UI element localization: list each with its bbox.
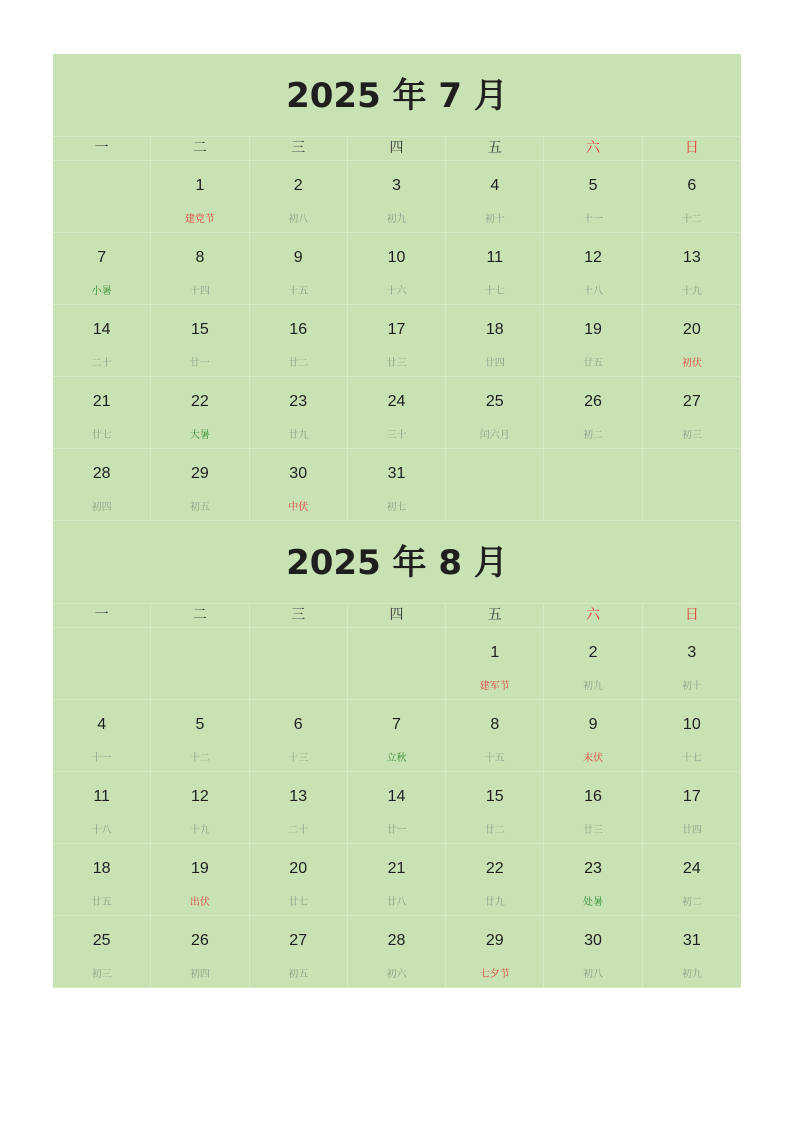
day-number: 21 [387, 860, 406, 877]
day-number: 5 [588, 177, 598, 194]
lunar-date: 初二 [681, 897, 702, 908]
day-cell [53, 377, 151, 449]
day-cell [151, 700, 249, 772]
lunar-date: 三十 [386, 430, 407, 441]
day-cell [544, 844, 642, 916]
day-cell [151, 377, 249, 449]
lunar-date: 初十 [484, 214, 505, 225]
lunar-date: 十七 [484, 286, 505, 297]
day-cell [348, 233, 446, 305]
day-number: 15 [485, 788, 504, 805]
day-number: 12 [584, 249, 602, 266]
festival-label: 末伏 [583, 753, 604, 764]
lunar-date: 初七 [386, 502, 407, 513]
weekday-mon: 一 [53, 137, 151, 160]
lunar-date: 初九 [583, 681, 604, 692]
day-cell [446, 161, 544, 233]
day-number: 18 [92, 860, 111, 877]
lunar-date: 十四 [189, 286, 210, 297]
day-number: 19 [191, 860, 209, 877]
lunar-date: 初九 [386, 214, 407, 225]
lunar-date: 初十 [681, 681, 702, 692]
day-cell [151, 161, 249, 233]
week-row [53, 772, 741, 844]
month-title: 2025 年 8 月 [53, 521, 741, 604]
lunar-date: 初二 [583, 430, 604, 441]
month-title: 2025 年 7 月 [53, 54, 741, 137]
day-cell [643, 305, 741, 377]
day-cell [151, 449, 249, 521]
weekday-wed: 三 [250, 604, 348, 627]
weekday-header [53, 604, 741, 628]
day-cell [446, 628, 544, 700]
week-row [53, 305, 741, 377]
day-cell [643, 233, 741, 305]
day-number: 12 [191, 788, 209, 805]
day-number: 28 [92, 465, 111, 482]
weekday-sat: 六 [544, 604, 642, 627]
day-cell [643, 844, 741, 916]
day-number: 22 [485, 860, 504, 877]
day-number: 6 [293, 716, 303, 733]
day-cell [544, 628, 642, 700]
day-cell [151, 305, 249, 377]
day-number: 4 [97, 716, 107, 733]
weekday-wed: 三 [250, 137, 348, 160]
lunar-date: 十九 [189, 825, 210, 836]
day-cell [348, 844, 446, 916]
day-cell [544, 305, 642, 377]
day-number: 2 [588, 644, 598, 661]
weekday-sun: 日 [684, 607, 699, 623]
day-cell [348, 161, 446, 233]
week-row [53, 844, 741, 916]
day-number: 7 [97, 249, 107, 266]
day-cell [151, 844, 249, 916]
day-number: 2 [293, 177, 303, 194]
day-number: 21 [92, 393, 111, 410]
day-number: 30 [289, 465, 308, 482]
lunar-date: 十八 [91, 825, 112, 836]
lunar-date: 廿一 [386, 825, 407, 836]
day-number: 30 [584, 932, 602, 949]
month-july [53, 54, 741, 521]
lunar-date: 初六 [386, 969, 407, 980]
day-cell [348, 305, 446, 377]
empty-cell [151, 628, 249, 700]
day-number: 11 [486, 249, 504, 266]
day-cell [151, 233, 249, 305]
lunar-date: 十五 [288, 286, 309, 297]
day-cell [250, 700, 348, 772]
day-cell [643, 628, 741, 700]
weekday-thu: 四 [348, 137, 446, 160]
lunar-date: 廿一 [189, 358, 210, 369]
lunar-date: 廿五 [583, 358, 604, 369]
lunar-date: 廿三 [583, 825, 604, 836]
day-number: 1 [490, 644, 500, 661]
day-number: 23 [584, 860, 602, 877]
day-cell [348, 377, 446, 449]
day-cell [544, 916, 642, 988]
day-cell [53, 700, 151, 772]
day-cell [53, 233, 151, 305]
day-cell [643, 377, 741, 449]
empty-cell [250, 628, 348, 700]
week-row [53, 161, 741, 233]
festival-label: 中伏 [288, 502, 309, 513]
lunar-date: 十八 [583, 286, 604, 297]
festival-label: 建党节 [184, 214, 215, 225]
day-number: 3 [687, 644, 697, 661]
day-number: 24 [682, 860, 701, 877]
solar-term-label: 大暑 [189, 430, 210, 441]
day-number: 4 [490, 177, 500, 194]
day-number: 8 [490, 716, 500, 733]
month-grid [53, 161, 741, 521]
day-number: 27 [289, 932, 308, 949]
day-number: 6 [687, 177, 697, 194]
day-number: 29 [485, 932, 504, 949]
week-row [53, 916, 741, 988]
day-cell [446, 772, 544, 844]
day-cell [250, 233, 348, 305]
day-number: 17 [387, 321, 406, 338]
week-row [53, 628, 741, 700]
day-number: 10 [387, 249, 406, 266]
lunar-date: 廿二 [484, 825, 505, 836]
day-cell [53, 449, 151, 521]
day-cell [53, 916, 151, 988]
lunar-date: 廿九 [484, 897, 505, 908]
day-cell [544, 161, 642, 233]
day-cell [151, 916, 249, 988]
lunar-date: 初八 [583, 969, 604, 980]
day-number: 18 [485, 321, 504, 338]
day-number: 13 [289, 788, 308, 805]
lunar-date: 初九 [681, 969, 702, 980]
day-number: 22 [191, 393, 209, 410]
day-cell [348, 916, 446, 988]
empty-cell [53, 628, 151, 700]
festival-label: 建军节 [479, 681, 510, 692]
lunar-date: 初四 [91, 502, 112, 513]
day-cell [446, 233, 544, 305]
day-number: 15 [191, 321, 209, 338]
day-number: 14 [387, 788, 406, 805]
day-cell [544, 700, 642, 772]
empty-cell [544, 449, 642, 521]
day-cell [348, 700, 446, 772]
day-number: 10 [682, 716, 701, 733]
day-cell [250, 916, 348, 988]
day-number: 8 [195, 249, 205, 266]
weekday-thu: 四 [348, 604, 446, 627]
solar-term-label: 小暑 [91, 286, 112, 297]
festival-label: 初伏 [681, 358, 702, 369]
day-cell [446, 377, 544, 449]
lunar-date: 二十 [288, 825, 309, 836]
lunar-date: 十九 [681, 286, 702, 297]
week-row [53, 377, 741, 449]
empty-cell [53, 161, 151, 233]
weekday-mon: 一 [53, 604, 151, 627]
day-cell [250, 305, 348, 377]
day-cell [250, 377, 348, 449]
empty-cell [643, 449, 741, 521]
lunar-date: 廿七 [288, 897, 309, 908]
day-cell [446, 844, 544, 916]
day-number: 1 [195, 177, 205, 194]
lunar-date: 闰六月 [479, 430, 510, 441]
day-cell [446, 700, 544, 772]
day-cell [643, 700, 741, 772]
day-number: 5 [195, 716, 205, 733]
lunar-date: 十七 [681, 753, 702, 764]
day-number: 9 [588, 716, 598, 733]
month-august [53, 521, 741, 988]
day-cell [544, 233, 642, 305]
lunar-date: 十一 [91, 753, 112, 764]
day-cell [151, 772, 249, 844]
day-number: 3 [392, 177, 401, 194]
lunar-date: 初五 [189, 502, 210, 513]
day-number: 13 [682, 249, 701, 266]
day-number: 23 [289, 393, 308, 410]
day-number: 25 [92, 932, 111, 949]
day-cell [250, 449, 348, 521]
lunar-date: 廿四 [681, 825, 702, 836]
day-number: 16 [584, 788, 602, 805]
day-number: 29 [191, 465, 209, 482]
day-cell [643, 916, 741, 988]
day-cell [643, 161, 741, 233]
empty-cell [446, 449, 544, 521]
month-grid [53, 628, 741, 988]
lunar-date: 廿五 [91, 897, 112, 908]
day-cell [53, 305, 151, 377]
day-number: 31 [682, 932, 701, 949]
day-number: 25 [485, 393, 504, 410]
day-cell [446, 916, 544, 988]
lunar-date: 初八 [288, 214, 309, 225]
lunar-date: 廿三 [386, 358, 407, 369]
solar-term-label: 处暑 [583, 897, 604, 908]
festival-label: 出伏 [189, 897, 210, 908]
lunar-date: 十六 [386, 286, 407, 297]
day-cell [53, 772, 151, 844]
day-cell [250, 161, 348, 233]
day-cell [53, 844, 151, 916]
day-number: 9 [293, 249, 303, 266]
lunar-date: 廿四 [484, 358, 505, 369]
lunar-date: 初三 [681, 430, 702, 441]
festival-label: 七夕节 [479, 969, 510, 980]
lunar-date: 廿二 [288, 358, 309, 369]
lunar-date: 廿九 [288, 430, 309, 441]
weekday-header [53, 137, 741, 161]
lunar-date: 十五 [484, 753, 505, 764]
weekday-fri: 五 [446, 137, 544, 160]
day-number: 7 [392, 716, 401, 733]
day-number: 24 [387, 393, 406, 410]
day-number: 28 [387, 932, 406, 949]
lunar-date: 十三 [288, 753, 309, 764]
solar-term-label: 立秋 [386, 753, 407, 764]
day-number: 19 [584, 321, 602, 338]
day-cell [348, 449, 446, 521]
lunar-date: 初五 [288, 969, 309, 980]
lunar-date: 廿七 [91, 430, 112, 441]
calendar-page [53, 54, 741, 988]
day-number: 26 [191, 932, 209, 949]
lunar-date: 十二 [681, 214, 702, 225]
day-number: 20 [682, 321, 701, 338]
day-number: 27 [682, 393, 701, 410]
day-cell [250, 772, 348, 844]
day-number: 17 [682, 788, 701, 805]
empty-cell [348, 628, 446, 700]
day-number: 11 [93, 788, 110, 805]
day-cell [446, 305, 544, 377]
week-row [53, 700, 741, 772]
day-cell [643, 772, 741, 844]
weekday-sun: 日 [684, 140, 699, 156]
day-number: 31 [387, 465, 406, 482]
weekday-tue: 二 [151, 604, 249, 627]
day-number: 16 [289, 321, 308, 338]
lunar-date: 初三 [91, 969, 112, 980]
day-cell [544, 772, 642, 844]
lunar-date: 二十 [91, 358, 112, 369]
day-number: 26 [584, 393, 602, 410]
day-cell [544, 377, 642, 449]
weekday-fri: 五 [446, 604, 544, 627]
week-row [53, 233, 741, 305]
day-cell [250, 844, 348, 916]
lunar-date: 廿八 [386, 897, 407, 908]
day-cell [348, 772, 446, 844]
day-number: 14 [92, 321, 111, 338]
week-row [53, 449, 741, 521]
weekday-sat: 六 [544, 137, 642, 160]
lunar-date: 十二 [189, 753, 210, 764]
lunar-date: 初四 [189, 969, 210, 980]
weekday-tue: 二 [151, 137, 249, 160]
day-number: 20 [289, 860, 308, 877]
lunar-date: 十一 [583, 214, 604, 225]
